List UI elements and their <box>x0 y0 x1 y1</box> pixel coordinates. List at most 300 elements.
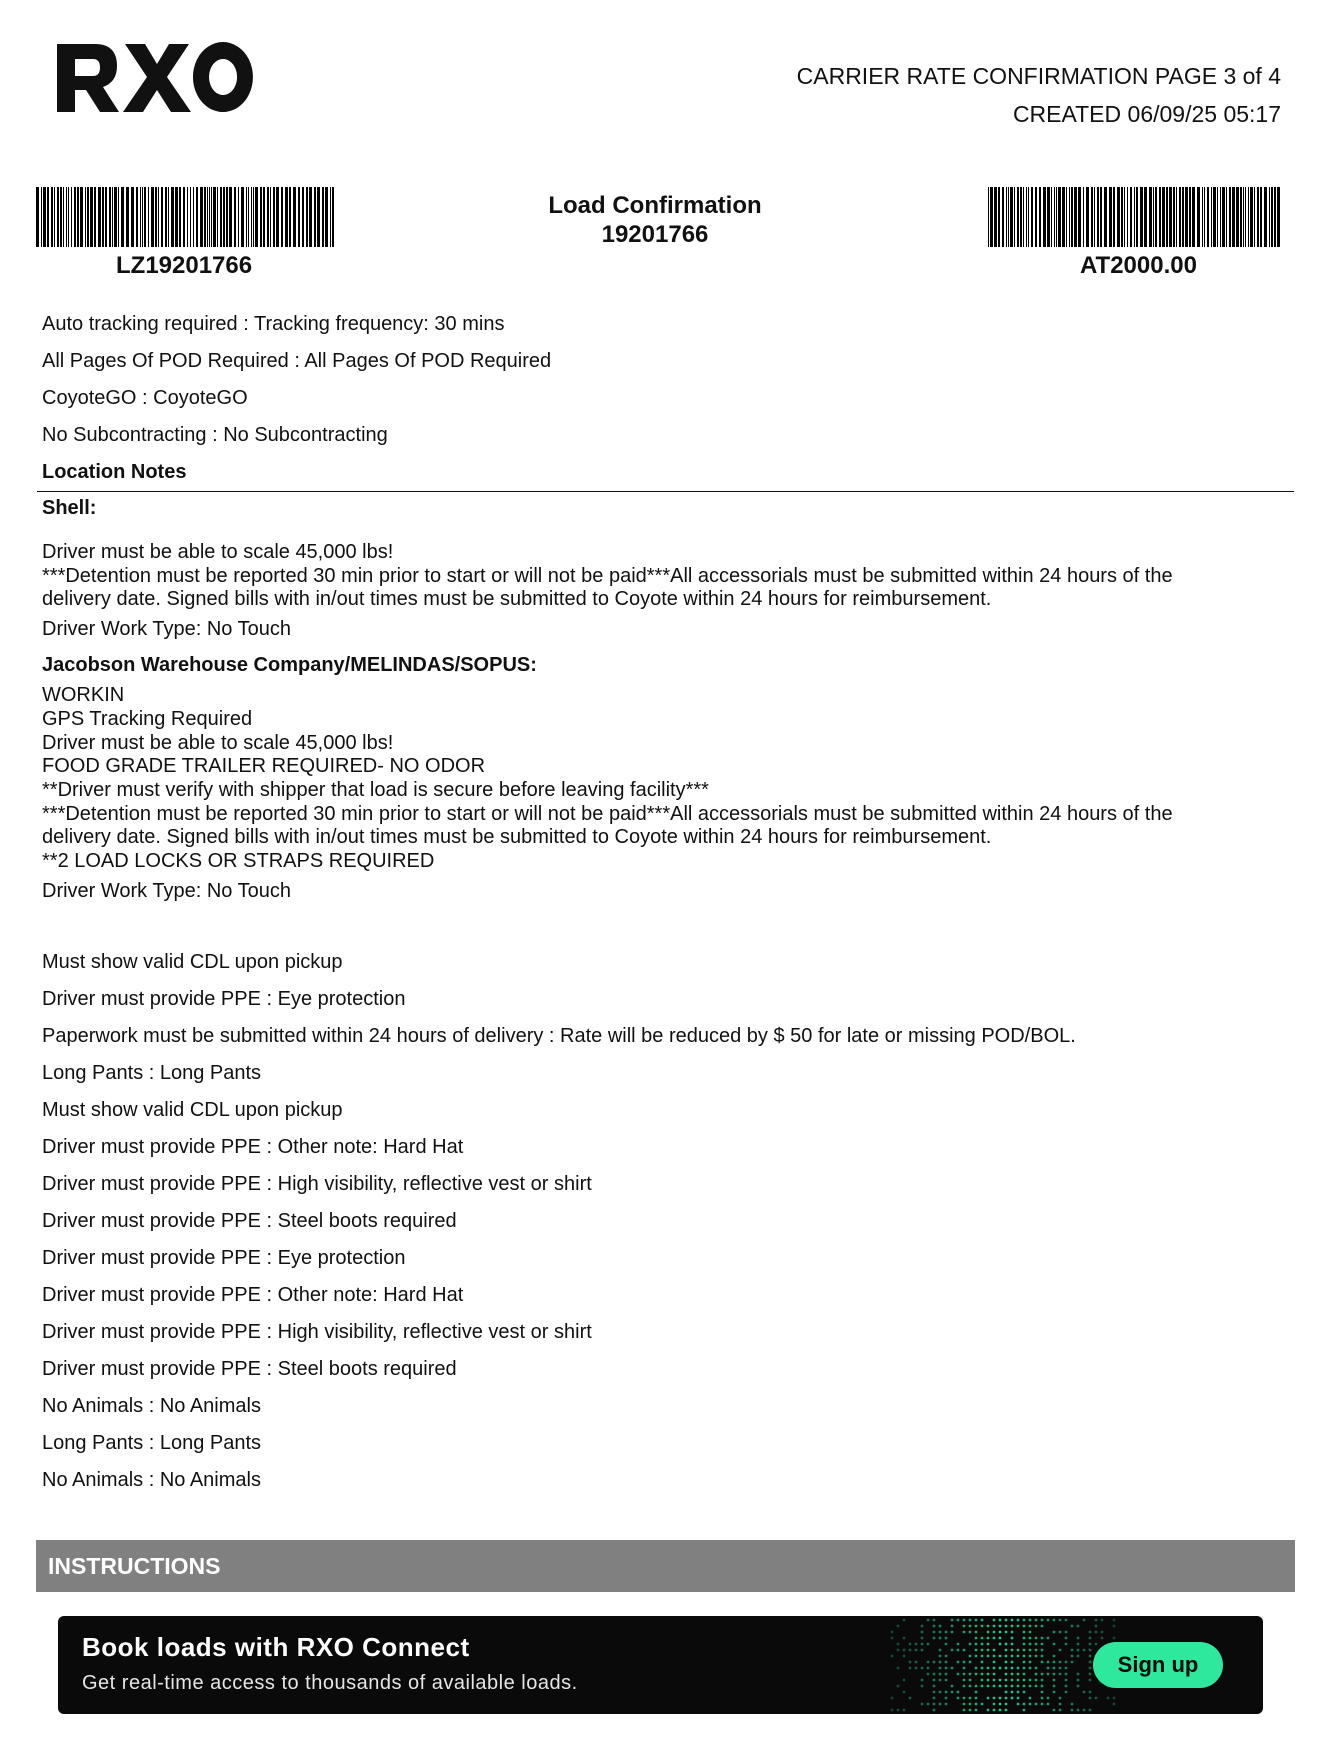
decor-dot <box>1011 1691 1014 1694</box>
barcode-bar <box>200 187 203 247</box>
decor-dot <box>975 1703 978 1706</box>
decor-dot <box>1077 1649 1080 1652</box>
decor-dot <box>927 1619 930 1622</box>
decor-dot <box>969 1697 972 1700</box>
barcode-bar <box>1153 187 1154 247</box>
decor-dot <box>993 1709 996 1712</box>
decor-dot <box>1041 1673 1044 1676</box>
decor-dot <box>921 1625 924 1628</box>
decor-dot <box>1005 1625 1008 1628</box>
decor-dot <box>1005 1673 1008 1676</box>
barcode-bar <box>57 187 59 247</box>
decor-dot <box>1095 1625 1098 1628</box>
decor-dot <box>1059 1619 1062 1622</box>
decor-dot <box>921 1679 924 1682</box>
decor-dot <box>1023 1649 1026 1652</box>
decor-dot <box>993 1703 996 1706</box>
decor-dot <box>933 1703 936 1706</box>
decor-dot <box>891 1697 894 1700</box>
decor-dot <box>987 1667 990 1670</box>
barcode-bar <box>155 187 157 247</box>
decor-dot <box>1017 1685 1020 1688</box>
rxo-connect-banner[interactable] <box>58 1616 1263 1714</box>
decor-dot <box>987 1631 990 1634</box>
barcode-bar <box>1182 187 1184 247</box>
barcode-bar <box>1094 187 1095 247</box>
decor-dot <box>939 1625 942 1628</box>
decor-dot <box>975 1631 978 1634</box>
barcode-bar <box>1121 187 1123 247</box>
decor-dot <box>921 1649 924 1652</box>
decor-dot <box>891 1709 894 1712</box>
decor-dot <box>1011 1637 1014 1640</box>
decor-dot <box>933 1685 936 1688</box>
decor-dot <box>969 1703 972 1706</box>
barcode-bar <box>1248 187 1249 247</box>
barcode-bar <box>183 187 185 247</box>
barcode-bar <box>1023 187 1024 247</box>
decor-dot <box>951 1685 954 1688</box>
barcode-bar <box>80 187 83 247</box>
barcode-bar <box>211 187 212 247</box>
decor-dot <box>981 1649 984 1652</box>
requirement-line: Driver must provide PPE : Other note: Hard Hat <box>42 1135 464 1158</box>
barcode-bar <box>1243 187 1244 247</box>
location-name-shell: Shell: <box>42 497 97 519</box>
barcode-bar <box>1124 187 1125 247</box>
decor-dot <box>1005 1649 1008 1652</box>
barcode-bar <box>1091 187 1093 247</box>
barcode-bar <box>1031 187 1033 247</box>
decor-dot <box>1017 1619 1020 1622</box>
decor-dot <box>1017 1691 1020 1694</box>
barcode-bar <box>41 187 42 247</box>
barcode-bar <box>68 187 69 247</box>
decor-dot <box>927 1673 930 1676</box>
decor-dot <box>933 1661 936 1664</box>
decor-dot <box>1089 1697 1092 1700</box>
barcode-bar <box>1222 187 1225 247</box>
decor-dot <box>1071 1625 1074 1628</box>
decor-dot <box>951 1631 954 1634</box>
decor-dot <box>1101 1631 1104 1634</box>
instructions-header: INSTRUCTIONS <box>36 1540 1295 1592</box>
barcode-bar <box>306 187 308 247</box>
barcode-bar <box>223 187 225 247</box>
decor-dot <box>945 1697 948 1700</box>
requirement-line: Driver must provide PPE : High visibility, reflective vest or shirt <box>42 1172 592 1195</box>
barcode-bar <box>114 187 117 247</box>
barcode-bar <box>1056 187 1057 247</box>
decor-dot <box>1023 1625 1026 1628</box>
decor-dot <box>1005 1655 1008 1658</box>
decor-dot <box>963 1703 966 1706</box>
decor-dot <box>915 1661 918 1664</box>
decor-dot <box>1023 1643 1026 1646</box>
barcode-bar <box>260 187 262 247</box>
decor-dot <box>969 1661 972 1664</box>
decor-dot <box>1011 1619 1014 1622</box>
decor-dot <box>1077 1685 1080 1688</box>
decor-dot <box>1053 1631 1056 1634</box>
barcode-bar <box>1271 187 1273 247</box>
decor-dot <box>1029 1625 1032 1628</box>
decor-dot <box>975 1673 978 1676</box>
decor-dot <box>1071 1709 1074 1712</box>
decor-dot <box>1113 1619 1116 1622</box>
barcode-bar <box>246 187 247 247</box>
decor-dot <box>999 1619 1002 1622</box>
barcode-bar <box>94 187 96 247</box>
decor-dot <box>1005 1619 1008 1622</box>
decor-dot <box>969 1709 972 1712</box>
decor-dot <box>1005 1703 1008 1706</box>
decor-dot <box>981 1619 984 1622</box>
decor-dot <box>1047 1619 1050 1622</box>
barcode-bar <box>1155 187 1157 247</box>
decor-dot <box>1089 1643 1092 1646</box>
barcode-bar <box>263 187 265 247</box>
decor-dot <box>1113 1697 1116 1700</box>
decor-dot <box>963 1685 966 1688</box>
barcode-bar <box>309 187 312 247</box>
decor-dot <box>915 1643 918 1646</box>
barcode-bar <box>1130 187 1132 247</box>
decor-dot <box>1035 1643 1038 1646</box>
location-notes-heading: Location Notes <box>42 461 187 483</box>
decor-dot <box>1065 1643 1068 1646</box>
barcode-bar <box>1250 187 1253 247</box>
decor-dot <box>945 1703 948 1706</box>
decor-dot <box>1083 1709 1086 1712</box>
decor-dot <box>993 1679 996 1682</box>
barcode-bar <box>1140 187 1143 247</box>
decor-dot <box>1023 1709 1026 1712</box>
decor-dot <box>1029 1685 1032 1688</box>
decor-dot <box>963 1667 966 1670</box>
barcode-bar <box>1232 187 1235 247</box>
barcode-bar <box>322 187 324 247</box>
page-info: CARRIER RATE CONFIRMATION PAGE 3 of 4 <box>796 63 1281 89</box>
barcode-bar <box>1069 187 1070 247</box>
decor-dot <box>981 1655 984 1658</box>
decor-dot <box>981 1643 984 1646</box>
decor-dot <box>1053 1643 1056 1646</box>
decor-dot <box>897 1667 900 1670</box>
decor-dot <box>903 1655 906 1658</box>
decor-dot <box>1053 1685 1056 1688</box>
barcode-bar <box>1071 187 1073 247</box>
barcode-bar <box>1026 187 1027 247</box>
barcode-bar <box>126 187 129 247</box>
decor-dot <box>1083 1619 1086 1622</box>
decor-dot <box>999 1697 1002 1700</box>
location-name-jacobson: Jacobson Warehouse Company/MELINDAS/SOPUS: <box>42 654 537 677</box>
document-title <box>500 191 810 249</box>
barcode-bar <box>1078 187 1081 247</box>
decor-dot <box>1023 1679 1026 1682</box>
decor-dot <box>981 1667 984 1670</box>
barcode-bar <box>1204 187 1205 247</box>
decor-dot <box>1011 1667 1014 1670</box>
decor-dot <box>969 1655 972 1658</box>
decor-dot <box>999 1637 1002 1640</box>
barcode-bar <box>1028 187 1029 247</box>
decor-dot <box>975 1667 978 1670</box>
decor-dot <box>939 1703 942 1706</box>
decor-dot <box>975 1685 978 1688</box>
decor-dot <box>1113 1703 1116 1706</box>
decor-dot <box>1035 1673 1038 1676</box>
decor-dot <box>1029 1619 1032 1622</box>
decor-dot <box>975 1697 978 1700</box>
banner-subtitle: Get real-time access to thousands of available loads. <box>82 1672 578 1694</box>
decor-dot <box>891 1655 894 1658</box>
decor-dot <box>939 1661 942 1664</box>
decor-dot <box>939 1649 942 1652</box>
decor-dot <box>1065 1685 1068 1688</box>
requirement-line: No Animals : No Animals <box>42 1394 261 1417</box>
decor-dot <box>1089 1667 1092 1670</box>
requirement-line: No Animals : No Animals <box>42 1468 261 1491</box>
decor-dot <box>1053 1679 1056 1682</box>
decor-dot <box>969 1631 972 1634</box>
decor-dot <box>903 1691 906 1694</box>
dot-pattern-decoration <box>888 1616 1118 1714</box>
decor-dot <box>1035 1679 1038 1682</box>
decor-dot <box>975 1655 978 1658</box>
barcode-bar <box>193 187 194 247</box>
decor-dot <box>939 1655 942 1658</box>
decor-dot <box>1071 1661 1074 1664</box>
decor-dot <box>1005 1643 1008 1646</box>
decor-dot <box>1077 1709 1080 1712</box>
decor-dot <box>1005 1691 1008 1694</box>
decor-dot <box>939 1673 942 1676</box>
decor-dot <box>981 1685 984 1688</box>
barcode-bar <box>158 187 159 247</box>
barcode-bar <box>330 187 331 247</box>
decor-dot <box>1017 1625 1020 1628</box>
barcode-bar <box>285 187 288 247</box>
decor-dot <box>1095 1631 1098 1634</box>
decor-dot <box>1077 1679 1080 1682</box>
barcode-bar <box>1166 187 1168 247</box>
decor-dot <box>909 1643 912 1646</box>
decor-dot <box>921 1631 924 1634</box>
barcode-bar <box>77 187 79 247</box>
barcode-bar <box>1051 187 1052 247</box>
decor-dot <box>1059 1673 1062 1676</box>
barcode-left <box>36 187 336 247</box>
decor-dot <box>987 1625 990 1628</box>
decor-dot <box>1101 1637 1104 1640</box>
decor-dot <box>1035 1625 1038 1628</box>
decor-dot <box>933 1619 936 1622</box>
decor-dot <box>999 1655 1002 1658</box>
decor-dot <box>999 1667 1002 1670</box>
decor-dot <box>1083 1691 1086 1694</box>
decor-dot <box>933 1673 936 1676</box>
decor-dot <box>1113 1637 1116 1640</box>
decor-dot <box>1011 1643 1014 1646</box>
barcode-bar <box>270 187 271 247</box>
decor-dot <box>1041 1643 1044 1646</box>
decor-dot <box>963 1697 966 1700</box>
decor-dot <box>1029 1649 1032 1652</box>
decor-dot <box>999 1703 1002 1706</box>
barcode-bar <box>1008 187 1009 247</box>
decor-dot <box>1089 1691 1092 1694</box>
decor-dot <box>897 1709 900 1712</box>
decor-dot <box>1023 1667 1026 1670</box>
decor-dot <box>1011 1697 1014 1700</box>
decor-dot <box>987 1679 990 1682</box>
decor-dot <box>987 1697 990 1700</box>
decor-dot <box>939 1679 942 1682</box>
decor-dot <box>975 1625 978 1628</box>
barcode-bar <box>1189 187 1191 247</box>
decor-dot <box>993 1673 996 1676</box>
barcode-bar <box>1149 187 1152 247</box>
barcode-bar <box>302 187 304 247</box>
decor-dot <box>951 1619 954 1622</box>
decor-dot <box>1041 1619 1044 1622</box>
barcode-bar <box>267 187 269 247</box>
decor-dot <box>909 1667 912 1670</box>
decor-dot <box>939 1691 942 1694</box>
decor-dot <box>1095 1697 1098 1700</box>
decor-dot <box>1011 1661 1014 1664</box>
requirement-line: Driver must provide PPE : Other note: Hard Hat <box>42 1283 464 1306</box>
barcode-bar <box>1097 187 1099 247</box>
decor-dot <box>915 1649 918 1652</box>
barcode-bar <box>226 187 228 247</box>
decor-dot <box>969 1625 972 1628</box>
decor-dot <box>1029 1697 1032 1700</box>
decor-dot <box>921 1643 924 1646</box>
requirement-line: Driver must provide PPE : Eye protection <box>42 987 406 1010</box>
barcode-bar <box>74 187 76 247</box>
requirement-line: Long Pants : Long Pants <box>42 1431 262 1454</box>
decor-dot <box>1005 1667 1008 1670</box>
decor-dot <box>1017 1679 1020 1682</box>
barcode-bar <box>293 187 296 247</box>
decor-dot <box>1023 1637 1026 1640</box>
decor-dot <box>945 1673 948 1676</box>
decor-dot <box>1059 1631 1062 1634</box>
decor-dot <box>1077 1625 1080 1628</box>
decor-dot <box>963 1649 966 1652</box>
barcode-bar <box>220 187 222 247</box>
decor-dot <box>1023 1661 1026 1664</box>
decor-dot <box>1023 1685 1026 1688</box>
barcode-bar <box>314 187 316 247</box>
decor-dot <box>1065 1667 1068 1670</box>
decor-dot <box>1047 1673 1050 1676</box>
barcode-bar <box>85 187 86 247</box>
decor-dot <box>1017 1673 1020 1676</box>
decor-dot <box>957 1643 960 1646</box>
barcode-bar <box>71 187 72 247</box>
decor-dot <box>993 1697 996 1700</box>
decor-dot <box>1017 1703 1020 1706</box>
decor-dot <box>933 1697 936 1700</box>
decor-dot <box>1059 1703 1062 1706</box>
decor-dot <box>1089 1679 1092 1682</box>
decor-dot <box>1023 1673 1026 1676</box>
decor-dot <box>1089 1673 1092 1676</box>
barcode-bar <box>1245 187 1246 247</box>
barcode-bar <box>251 187 252 247</box>
decor-dot <box>945 1667 948 1670</box>
decor-dot <box>1041 1649 1044 1652</box>
decor-dot <box>975 1709 978 1712</box>
decor-dot <box>1029 1643 1032 1646</box>
barcode-bar <box>165 187 167 247</box>
barcode-bar <box>60 187 62 247</box>
barcode-right <box>988 187 1284 247</box>
decor-dot <box>1089 1655 1092 1658</box>
decor-dot <box>1065 1679 1068 1682</box>
barcode-bar <box>196 187 198 247</box>
decor-dot <box>897 1649 900 1652</box>
barcode-bar <box>1002 187 1004 247</box>
decor-dot <box>1023 1655 1026 1658</box>
sign-up-button[interactable]: Sign up <box>1093 1642 1223 1688</box>
decor-dot <box>1047 1661 1050 1664</box>
decor-dot <box>963 1709 966 1712</box>
decor-dot <box>1011 1685 1014 1688</box>
decor-dot <box>969 1673 972 1676</box>
decor-dot <box>1047 1697 1050 1700</box>
barcode-bar <box>142 187 143 247</box>
decor-dot <box>963 1679 966 1682</box>
barcode-bar <box>1185 187 1188 247</box>
decor-dot <box>957 1649 960 1652</box>
decor-dot <box>1011 1655 1014 1658</box>
decor-dot <box>909 1649 912 1652</box>
decor-dot <box>963 1673 966 1676</box>
decor-dot <box>921 1667 924 1670</box>
decor-dot <box>999 1643 1002 1646</box>
barcode-bar <box>47 187 49 247</box>
decor-dot <box>1005 1631 1008 1634</box>
barcode-bar <box>1017 187 1019 247</box>
barcode-bar <box>281 187 283 247</box>
decor-dot <box>987 1673 990 1676</box>
barcode-bar <box>1260 187 1262 247</box>
barcode-bar <box>1254 187 1255 247</box>
barcode-bar <box>98 187 101 247</box>
barcode-bar <box>1176 187 1177 247</box>
barcode-bar <box>90 187 93 247</box>
requirement-line: CoyoteGO : CoyoteGO <box>42 387 248 409</box>
location-notes-shell: Driver must be able to scale 45,000 lbs! ***Detention must be reported 30 min prior to start or will not be paid***All accessorials must be submitted within 24 hours of the delivery date. Signed bills with in/out times must be submitted to Coyote within 24 hours for reimbursement. <box>42 541 1173 611</box>
decor-dot <box>1071 1655 1074 1658</box>
requirements-list <box>42 944 1289 1499</box>
decor-dot <box>1095 1619 1098 1622</box>
decor-dot <box>945 1637 948 1640</box>
decor-dot <box>1011 1679 1014 1682</box>
barcode-bar <box>1086 187 1089 247</box>
decor-dot <box>987 1655 990 1658</box>
barcode-bar <box>105 187 107 247</box>
decor-dot <box>999 1685 1002 1688</box>
barcode-bar <box>276 187 279 247</box>
decor-dot <box>933 1679 936 1682</box>
decor-dot <box>1029 1637 1032 1640</box>
